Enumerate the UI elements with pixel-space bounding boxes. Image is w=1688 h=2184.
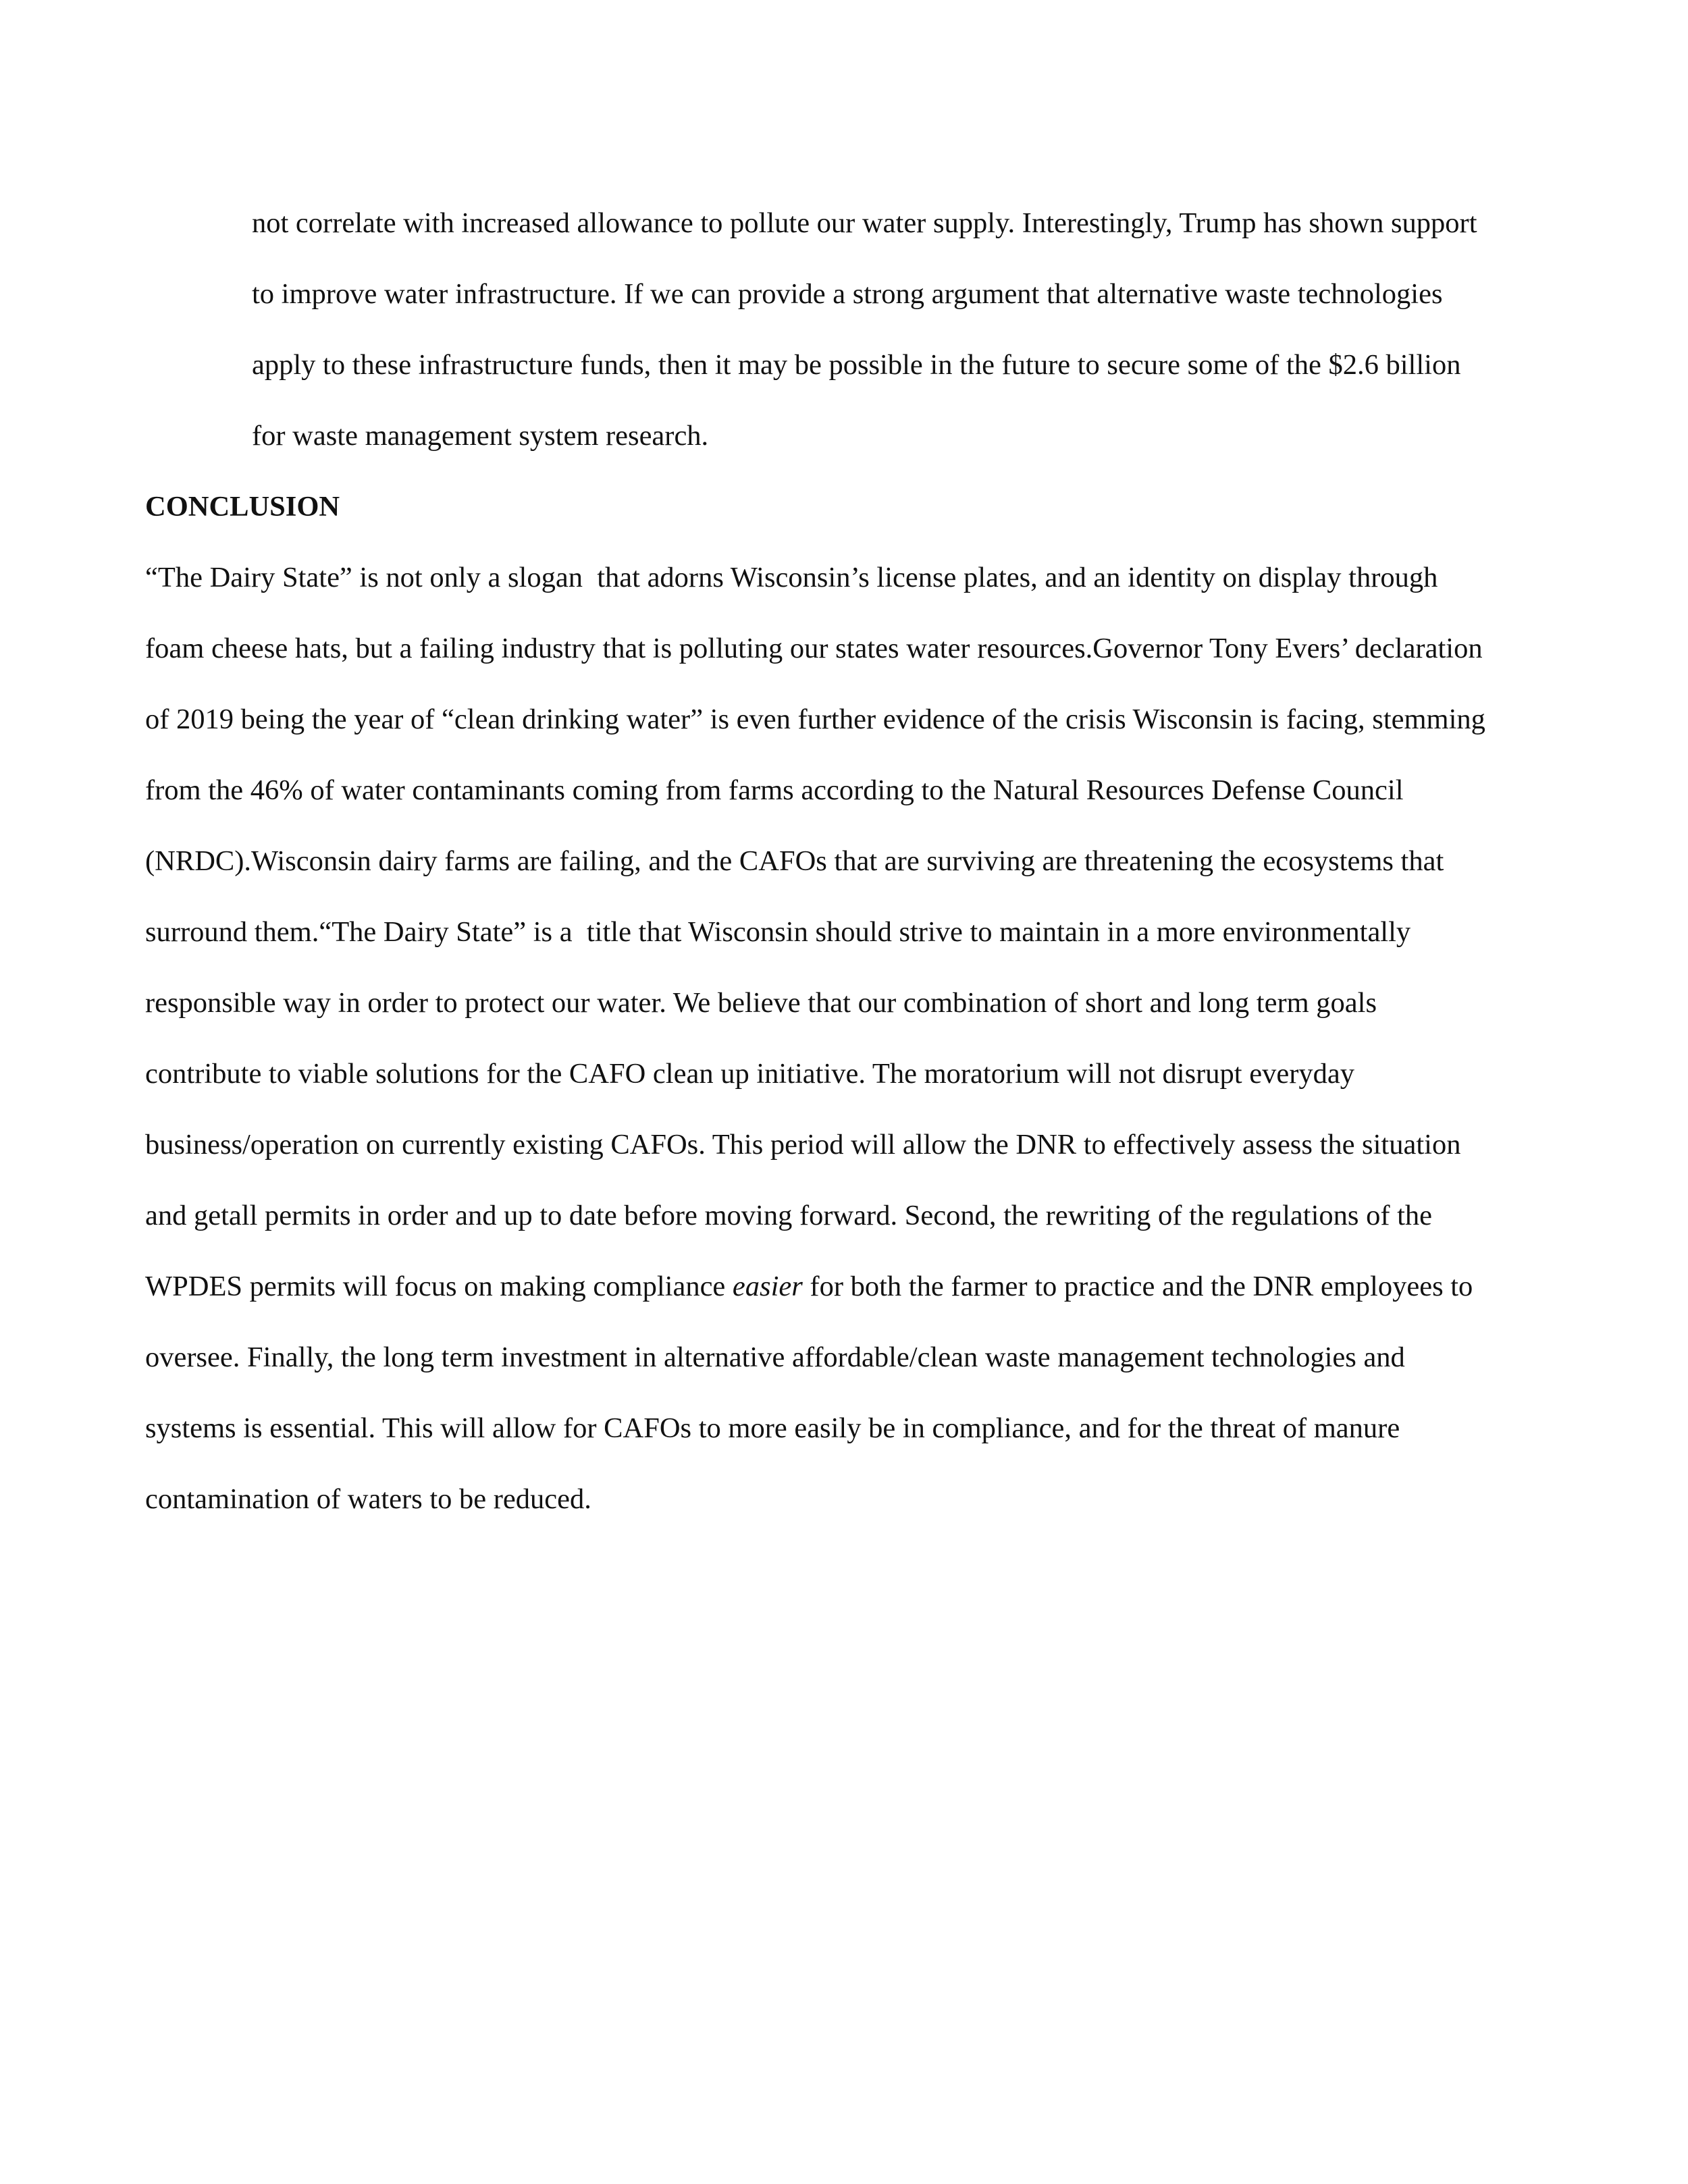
- conclusion-line-3: of 2019 being the year of “clean drinking water” is even further evidence of the crisis Wisconsin is facing, stemming: [145, 703, 1485, 735]
- emphasis-line-after: for both the farmer to practice and the DNR employees to: [802, 1271, 1473, 1302]
- conclusion-line-1: “The Dairy State” is not only a slogan that adorns Wisconsin’s license plates, and an identity on display through: [145, 562, 1438, 593]
- emphasis-word: easier: [732, 1271, 803, 1302]
- conclusion-line-13: systems is essential. This will allow for CAFOs to more easily be in compliance, and for the threat of manure: [145, 1412, 1400, 1444]
- conclusion-line-2: foam cheese hats, but a failing industry that is polluting our states water resources.Governor Tony Evers’ declaration: [145, 633, 1483, 664]
- conclusion-line-11: [145, 1270, 1473, 1304]
- conclusion-heading: CONCLUSION: [145, 491, 340, 523]
- continuation-line-3: apply to these infrastructure funds, then it may be possible in the future to secure some of the $2.6 billion: [252, 349, 1461, 381]
- conclusion-line-9: business/operation on currently existing CAFOs. This period will allow the DNR to effectively assess the situation: [145, 1129, 1461, 1161]
- continuation-line-4: for waste management system research.: [252, 420, 709, 452]
- conclusion-line-12: oversee. Finally, the long term investment in alternative affordable/clean waste management technologies and: [145, 1341, 1405, 1373]
- conclusion-line-4: from the 46% of water contaminants coming from farms according to the Natural Resources Defense Council: [145, 774, 1404, 806]
- conclusion-line-14: contamination of waters to be reduced.: [145, 1483, 591, 1515]
- conclusion-line-7: responsible way in order to protect our water. We believe that our combination of short and long term goals: [145, 987, 1377, 1019]
- conclusion-line-10: and getall permits in order and up to date before moving forward. Second, the rewriting of the regulations of the: [145, 1200, 1433, 1231]
- continuation-line-1: not correlate with increased allowance to pollute our water supply. Interestingly, Trump has shown support: [252, 207, 1477, 239]
- conclusion-line-5: (NRDC).Wisconsin dairy farms are failing, and the CAFOs that are surviving are threatening the ecosystems that: [145, 845, 1444, 877]
- conclusion-line-8: contribute to viable solutions for the CAFO clean up initiative. The moratorium will not disrupt everyday: [145, 1058, 1354, 1090]
- conclusion-line-6: surround them.“The Dairy State” is a title that Wisconsin should strive to maintain in a more environmentally: [145, 916, 1411, 948]
- continuation-line-2: to improve water infrastructure. If we can provide a strong argument that alternative waste technologies: [252, 278, 1443, 310]
- emphasis-line-before: WPDES permits will focus on making compliance: [145, 1271, 733, 1302]
